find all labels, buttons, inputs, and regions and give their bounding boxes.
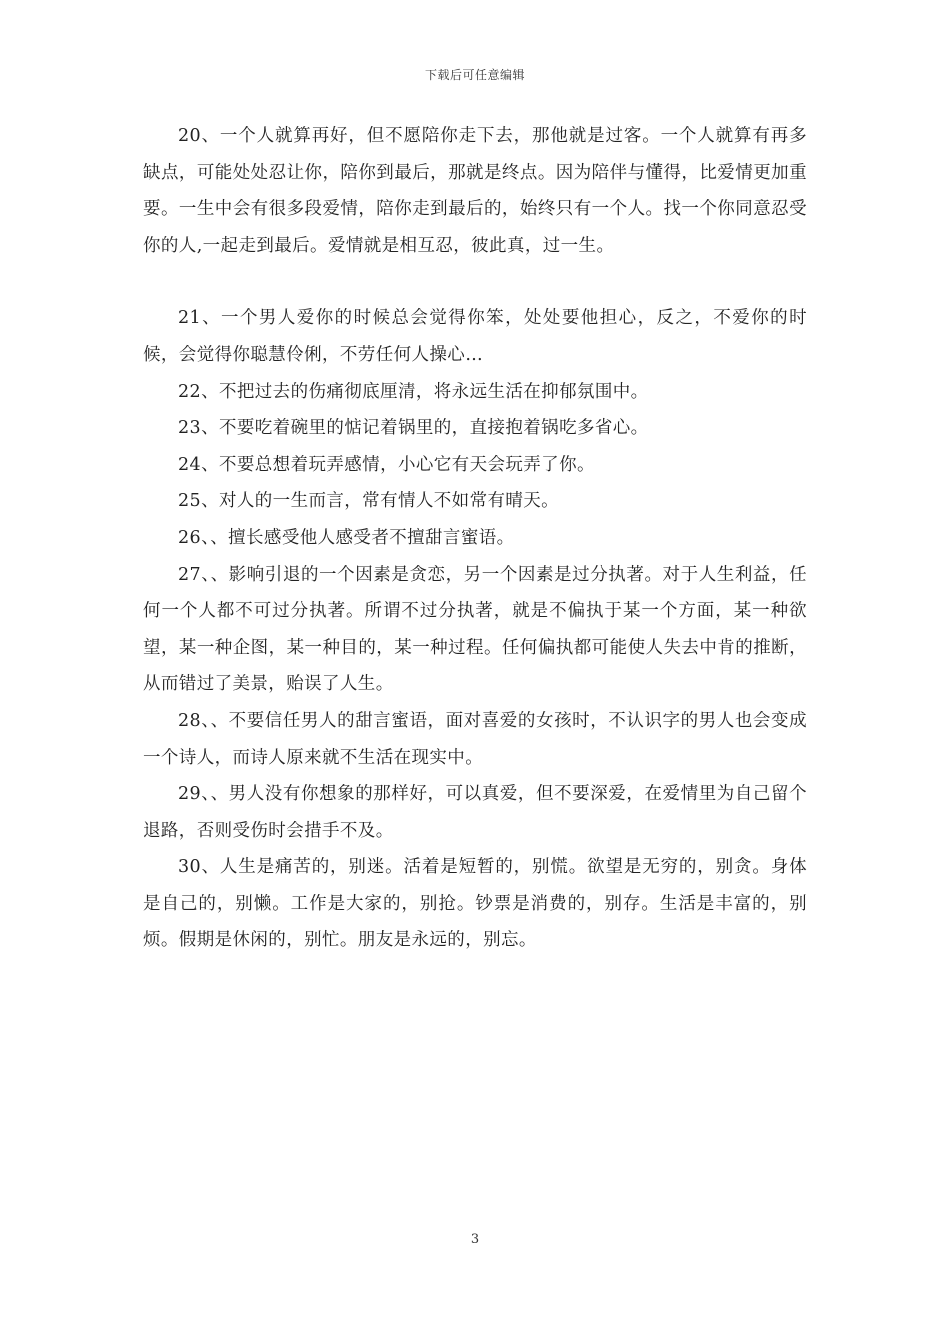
paragraph-26: 26、、擅长感受他人感受者不擅甜言蜜语。 xyxy=(178,527,515,548)
paragraph-30: 30、人生是痛苦的，别迷。活着是短暂的，别慌。欲望是无穷的，别贪。身体是自己的，别懒。工作是大家的，别抢。钞票是消费的，别存。生活是丰富的，别烦。假期是休闲的，别忙。朋友是永远的，别忘。 xyxy=(143,857,807,951)
paragraph-29: 29、、男人没有你想象的那样好，可以真爱，但不要深爱，在爱情里为自己留个退路，否则受伤时会措手不及。 xyxy=(143,784,807,841)
paragraph-20: 20、一个人就算再好，但不愿陪你走下去，那他就是过客。一个人就算有再多缺点，可能处处忍让你，陪你到最后，那就是终点。因为陪伴与懂得，比爱情更加重要。一生中会有很多段爱情，陪你走到最后的，始终只有一个人。找一个你同意忍受你的人,一起走到最后。爱情就是相互忍，彼此真，过一生。 xyxy=(143,126,807,256)
paragraph-27: 27、、影响引退的一个因素是贪恋，另一个因素是过分执著。对于人生利益，任何一个人都不可过分执著。所谓不过分执著，就是不偏执于某一个方面，某一种欲望，某一种企图，某一种目的，某一种过程。任何偏执都可能使人失去中肯的推断，从而错过了美景，贻误了人生。 xyxy=(143,564,807,695)
paragraph-gap xyxy=(143,264,807,300)
paragraph-23: 23、不要吃着碗里的惦记着锅里的，直接抱着锅吃多省心。 xyxy=(178,418,649,439)
page-header: 下载后可任意编辑 xyxy=(424,68,525,82)
paragraph-25: 25、对人的一生而言，常有情人不如常有晴天。 xyxy=(178,491,560,512)
paragraph-22: 22、不把过去的伤痛彻底厘清，将永远生活在抑郁氛围中。 xyxy=(178,381,649,402)
page-number: 3 xyxy=(470,1232,480,1247)
paragraph-28: 28、、不要信任男人的甜言蜜语，面对喜爱的女孩时，不认识字的男人也会变成一个诗人，而诗人原来就不生活在现实中。 xyxy=(143,710,807,768)
document-body xyxy=(143,118,807,959)
paragraph-21: 21、一个男人爱你的时候总会觉得你笨，处处要他担心，反之，不爱你的时候，会觉得你聪慧伶俐，不劳任何人操心… xyxy=(143,308,807,365)
paragraph-24: 24、不要总想着玩弄感情，小心它有天会玩弄了你。 xyxy=(178,454,595,475)
